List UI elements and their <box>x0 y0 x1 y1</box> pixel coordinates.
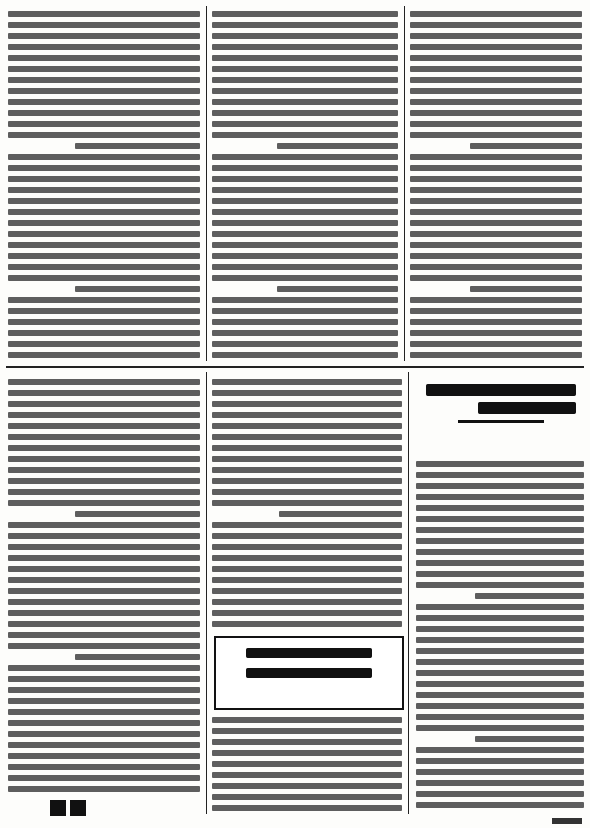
text-line <box>8 253 200 259</box>
text-line <box>212 500 402 506</box>
text-line <box>8 77 200 83</box>
column-divider <box>206 6 207 361</box>
text-line <box>75 511 200 517</box>
text-line <box>410 121 582 127</box>
text-line <box>212 577 402 583</box>
text-line <box>212 401 402 407</box>
text-line <box>212 489 402 495</box>
text-line <box>410 330 582 336</box>
text-line <box>8 22 200 28</box>
text-line <box>416 582 584 588</box>
text-line <box>8 423 200 429</box>
text-line <box>416 549 584 555</box>
text-line <box>212 445 402 451</box>
column-bottom-right <box>416 456 584 811</box>
text-line <box>8 220 200 226</box>
text-line <box>8 775 200 781</box>
text-line <box>8 187 200 193</box>
text-line <box>410 99 582 105</box>
text-line <box>8 99 200 105</box>
text-line <box>8 720 200 726</box>
text-line <box>416 659 584 665</box>
text-line <box>212 728 402 734</box>
text-line <box>212 275 398 281</box>
text-line <box>8 121 200 127</box>
text-line <box>212 132 398 138</box>
text-line <box>8 154 200 160</box>
text-line <box>410 341 582 347</box>
text-line <box>8 242 200 248</box>
text-line <box>8 308 200 314</box>
text-line <box>212 588 402 594</box>
text-line <box>8 319 200 325</box>
text-line <box>8 66 200 72</box>
text-line <box>470 286 582 292</box>
text-line <box>212 187 398 193</box>
end-mark-square <box>50 800 66 816</box>
text-line <box>212 566 402 572</box>
text-line <box>410 198 582 204</box>
text-line <box>8 555 200 561</box>
text-line <box>8 341 200 347</box>
text-line <box>212 231 398 237</box>
column-divider <box>408 372 409 814</box>
text-line <box>75 143 200 149</box>
text-line <box>8 209 200 215</box>
text-line <box>8 132 200 138</box>
text-line <box>212 297 398 303</box>
text-line <box>212 330 398 336</box>
column-top-left <box>8 6 200 361</box>
text-line <box>410 165 582 171</box>
text-line <box>410 11 582 17</box>
text-line <box>410 22 582 28</box>
text-line <box>212 176 398 182</box>
text-line <box>8 456 200 462</box>
text-line <box>416 681 584 687</box>
text-line <box>212 121 398 127</box>
text-line <box>410 242 582 248</box>
text-line <box>410 275 582 281</box>
text-line <box>8 731 200 737</box>
text-line <box>8 687 200 693</box>
text-line <box>212 66 398 72</box>
text-line <box>416 560 584 566</box>
text-line <box>8 698 200 704</box>
text-line <box>212 456 402 462</box>
text-line <box>212 805 402 811</box>
text-line <box>8 764 200 770</box>
text-line <box>8 676 200 682</box>
column-bottom-left <box>8 374 200 794</box>
text-line <box>410 319 582 325</box>
text-line <box>8 297 200 303</box>
text-line <box>212 434 402 440</box>
text-line <box>8 390 200 396</box>
text-line <box>8 55 200 61</box>
text-line <box>416 571 584 577</box>
main-headline <box>418 378 584 448</box>
text-line <box>8 401 200 407</box>
text-line <box>8 467 200 473</box>
text-line <box>8 379 200 385</box>
text-line <box>416 692 584 698</box>
text-line <box>212 352 398 358</box>
text-line <box>8 599 200 605</box>
text-line <box>8 33 200 39</box>
text-line <box>410 297 582 303</box>
column-divider <box>206 372 207 814</box>
text-line <box>416 703 584 709</box>
text-line <box>212 99 398 105</box>
text-line <box>8 643 200 649</box>
text-line <box>416 494 584 500</box>
text-line <box>212 610 402 616</box>
text-line <box>212 77 398 83</box>
text-line <box>416 527 584 533</box>
text-line <box>8 632 200 638</box>
text-line <box>416 648 584 654</box>
text-line <box>212 599 402 605</box>
text-line <box>212 264 398 270</box>
text-line <box>212 55 398 61</box>
text-line <box>416 802 584 808</box>
text-line <box>416 626 584 632</box>
section-divider <box>6 366 584 368</box>
text-line <box>410 231 582 237</box>
text-line <box>279 511 403 517</box>
text-line <box>75 654 200 660</box>
text-line <box>8 709 200 715</box>
text-line <box>212 165 398 171</box>
text-line <box>8 588 200 594</box>
text-line <box>212 544 402 550</box>
text-line <box>212 154 398 160</box>
text-line <box>8 44 200 50</box>
text-line <box>212 242 398 248</box>
text-line <box>8 610 200 616</box>
text-line <box>212 220 398 226</box>
text-line <box>212 423 402 429</box>
text-line <box>410 132 582 138</box>
text-line <box>8 665 200 671</box>
text-line <box>212 794 402 800</box>
text-line <box>8 176 200 182</box>
text-line <box>212 33 398 39</box>
text-line <box>8 786 200 792</box>
text-line <box>416 615 584 621</box>
text-line <box>410 110 582 116</box>
text-line <box>8 412 200 418</box>
text-line <box>475 736 584 742</box>
text-line <box>8 566 200 572</box>
text-line <box>212 11 398 17</box>
text-line <box>416 538 584 544</box>
text-line <box>212 761 402 767</box>
text-line <box>212 390 402 396</box>
text-line <box>8 330 200 336</box>
text-line <box>416 714 584 720</box>
text-line <box>410 187 582 193</box>
text-line <box>8 264 200 270</box>
text-line <box>416 769 584 775</box>
text-line <box>8 478 200 484</box>
text-line <box>212 478 402 484</box>
text-line <box>410 154 582 160</box>
text-line <box>8 11 200 17</box>
text-line <box>8 198 200 204</box>
text-line <box>212 253 398 259</box>
text-line <box>212 209 398 215</box>
page-number <box>552 818 582 824</box>
text-line <box>212 750 402 756</box>
text-line <box>416 483 584 489</box>
text-line <box>212 88 398 94</box>
text-line <box>8 165 200 171</box>
text-line <box>416 604 584 610</box>
column-top-middle <box>212 6 398 361</box>
text-line <box>212 533 402 539</box>
text-line <box>416 747 584 753</box>
text-line <box>8 742 200 748</box>
text-line <box>8 621 200 627</box>
text-line <box>410 44 582 50</box>
text-line <box>416 516 584 522</box>
text-line <box>416 472 584 478</box>
text-line <box>416 461 584 467</box>
text-line <box>410 33 582 39</box>
text-line <box>410 88 582 94</box>
column-bottom-middle <box>212 374 402 632</box>
text-line <box>212 198 398 204</box>
text-line <box>8 352 200 358</box>
text-line <box>410 308 582 314</box>
text-line <box>8 500 200 506</box>
column-top-right <box>410 6 582 361</box>
text-line <box>416 791 584 797</box>
text-line <box>416 505 584 511</box>
text-line <box>8 533 200 539</box>
text-line <box>410 55 582 61</box>
text-line <box>410 77 582 83</box>
text-line <box>277 143 398 149</box>
text-line <box>416 780 584 786</box>
text-line <box>212 621 402 627</box>
text-line <box>8 88 200 94</box>
text-line <box>475 593 584 599</box>
text-line <box>277 286 398 292</box>
text-line <box>8 275 200 281</box>
text-line <box>212 341 398 347</box>
text-line <box>8 577 200 583</box>
text-line <box>8 753 200 759</box>
text-line <box>212 379 402 385</box>
boxed-headline <box>214 636 404 710</box>
text-line <box>410 253 582 259</box>
text-line <box>8 110 200 116</box>
text-line <box>416 725 584 731</box>
text-line <box>212 717 402 723</box>
text-line <box>212 772 402 778</box>
text-line <box>410 176 582 182</box>
text-line <box>470 143 582 149</box>
text-line <box>212 555 402 561</box>
text-line <box>410 220 582 226</box>
text-line <box>410 352 582 358</box>
text-line <box>212 467 402 473</box>
text-line <box>8 522 200 528</box>
text-line <box>212 22 398 28</box>
text-line <box>212 783 402 789</box>
text-line <box>212 522 402 528</box>
column-bottom-middle-continued <box>212 712 402 814</box>
text-line <box>8 445 200 451</box>
text-line <box>416 670 584 676</box>
text-line <box>416 758 584 764</box>
column-divider <box>404 6 405 361</box>
end-mark-square <box>70 800 86 816</box>
text-line <box>212 412 402 418</box>
text-line <box>212 319 398 325</box>
text-line <box>212 44 398 50</box>
text-line <box>8 231 200 237</box>
text-line <box>212 308 398 314</box>
text-line <box>410 264 582 270</box>
text-line <box>8 434 200 440</box>
text-line <box>410 209 582 215</box>
text-line <box>8 489 200 495</box>
text-line <box>410 66 582 72</box>
text-line <box>212 110 398 116</box>
text-line <box>212 739 402 745</box>
text-line <box>75 286 200 292</box>
text-line <box>416 637 584 643</box>
text-line <box>8 544 200 550</box>
